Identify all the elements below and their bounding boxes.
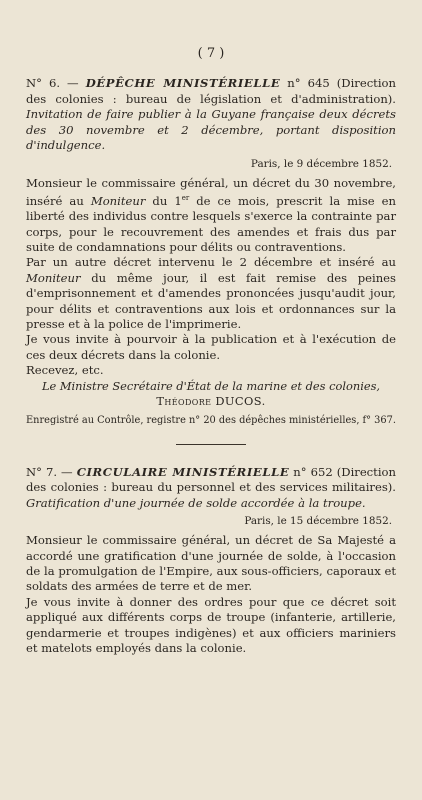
entry-6-summary: Invitation de faire publier à la Guyane française deux décrets des 30 novembre et 2 décembre, portant disposition d'indulgence. (26, 107, 396, 152)
section-divider (176, 444, 246, 445)
entry-6-number: N° 6. — (26, 76, 86, 90)
entry-7-summary: Gratification d'une journée de solde accordée à la troupe. (26, 495, 366, 510)
entry-6-paragraph-2 (26, 255, 396, 332)
entry-7-heading (26, 465, 396, 512)
entry-7-date: Paris, le 15 décembre 1852. (244, 515, 392, 528)
signature-title: Le Ministre Secrétaire d'État de la marine et des colonies, (41, 378, 381, 393)
entry-7-number: N° 7. — (26, 464, 77, 479)
page-number: ( 7 ) (197, 46, 225, 61)
entry-6-paragraph-3: Je vous invite à pourvoir à la publication et à l'exécution de ces deux décrets dans la colonie. (26, 332, 396, 362)
entry-6-reference: n° 645 (Direction des colonies : bureau de législation et d'administration). (26, 76, 396, 106)
entry-6-body (26, 176, 396, 379)
text-run: du 1 (145, 193, 182, 208)
entry-6-registration: Enregistré au Contrôle, registre n° 20 des dépêches ministérielles, f° 367. (26, 414, 396, 426)
entry-6-kind: DÉPÊCHE MINISTÉRIELLE (85, 76, 281, 90)
text-run: du même jour, il est fait remise des peines d'emprisonnement et d'amendes prononcées jusqu'audit jour, pour délits et contraventions aux lois et ordonnances sur la presse et à la police de l'imprimerie. (26, 270, 396, 332)
text-run: er (181, 193, 190, 202)
text-run: de ce mois, prescrit la mise en liberté des individus contre lesquels s'exerce la contrainte par corps, pour le recouvrement des amendes et frais dus par suite de condamnations pour délits ou contraventions. (26, 193, 397, 254)
entry-7-reference: n° 652 (Direction des colonies : bureau du personnel et des services militaires). (26, 464, 396, 495)
entry-6-date: Paris, le 9 décembre 1852. (250, 157, 392, 170)
entry-6-paragraph-1 (26, 176, 396, 256)
entry-7-paragraph-1: Monsieur le commissaire général, un décret de Sa Majesté a accordé une gratification d'une journée de solde, à l'occasion de la promulgation de l'Empire, aux sous-officiers, caporaux et soldats des armées de terre et de mer. (26, 533, 396, 594)
entry-6-signature (26, 379, 396, 410)
entry-6-heading (26, 76, 396, 154)
entry-7-kind: CIRCULAIRE MINISTÉRIELLE (76, 464, 290, 479)
text-run: Par un autre décret intervenu le 2 décembre et inséré au (26, 255, 396, 270)
document-entry-6 (26, 76, 396, 426)
entry-6-paragraph-4: Recevez, etc. (26, 363, 104, 378)
entry-7-body (26, 533, 396, 656)
text-run: Moniteur (26, 270, 81, 285)
text-run: Monsieur le commissaire général, un décret du 30 novembre, inséré au (26, 175, 396, 208)
entry-7-paragraph-2: Je vous invite à donner des ordres pour que ce décret soit appliqué aux différents corps de troupe (infanterie, artillerie, gendarmerie et troupes indigènes) et aux officiers mariniers et matelots employés dans la colonie. (26, 594, 396, 655)
document-entry-7 (26, 465, 396, 657)
signature-name: Théodore DUCOS. (156, 394, 266, 409)
text-run: Moniteur (90, 193, 146, 208)
